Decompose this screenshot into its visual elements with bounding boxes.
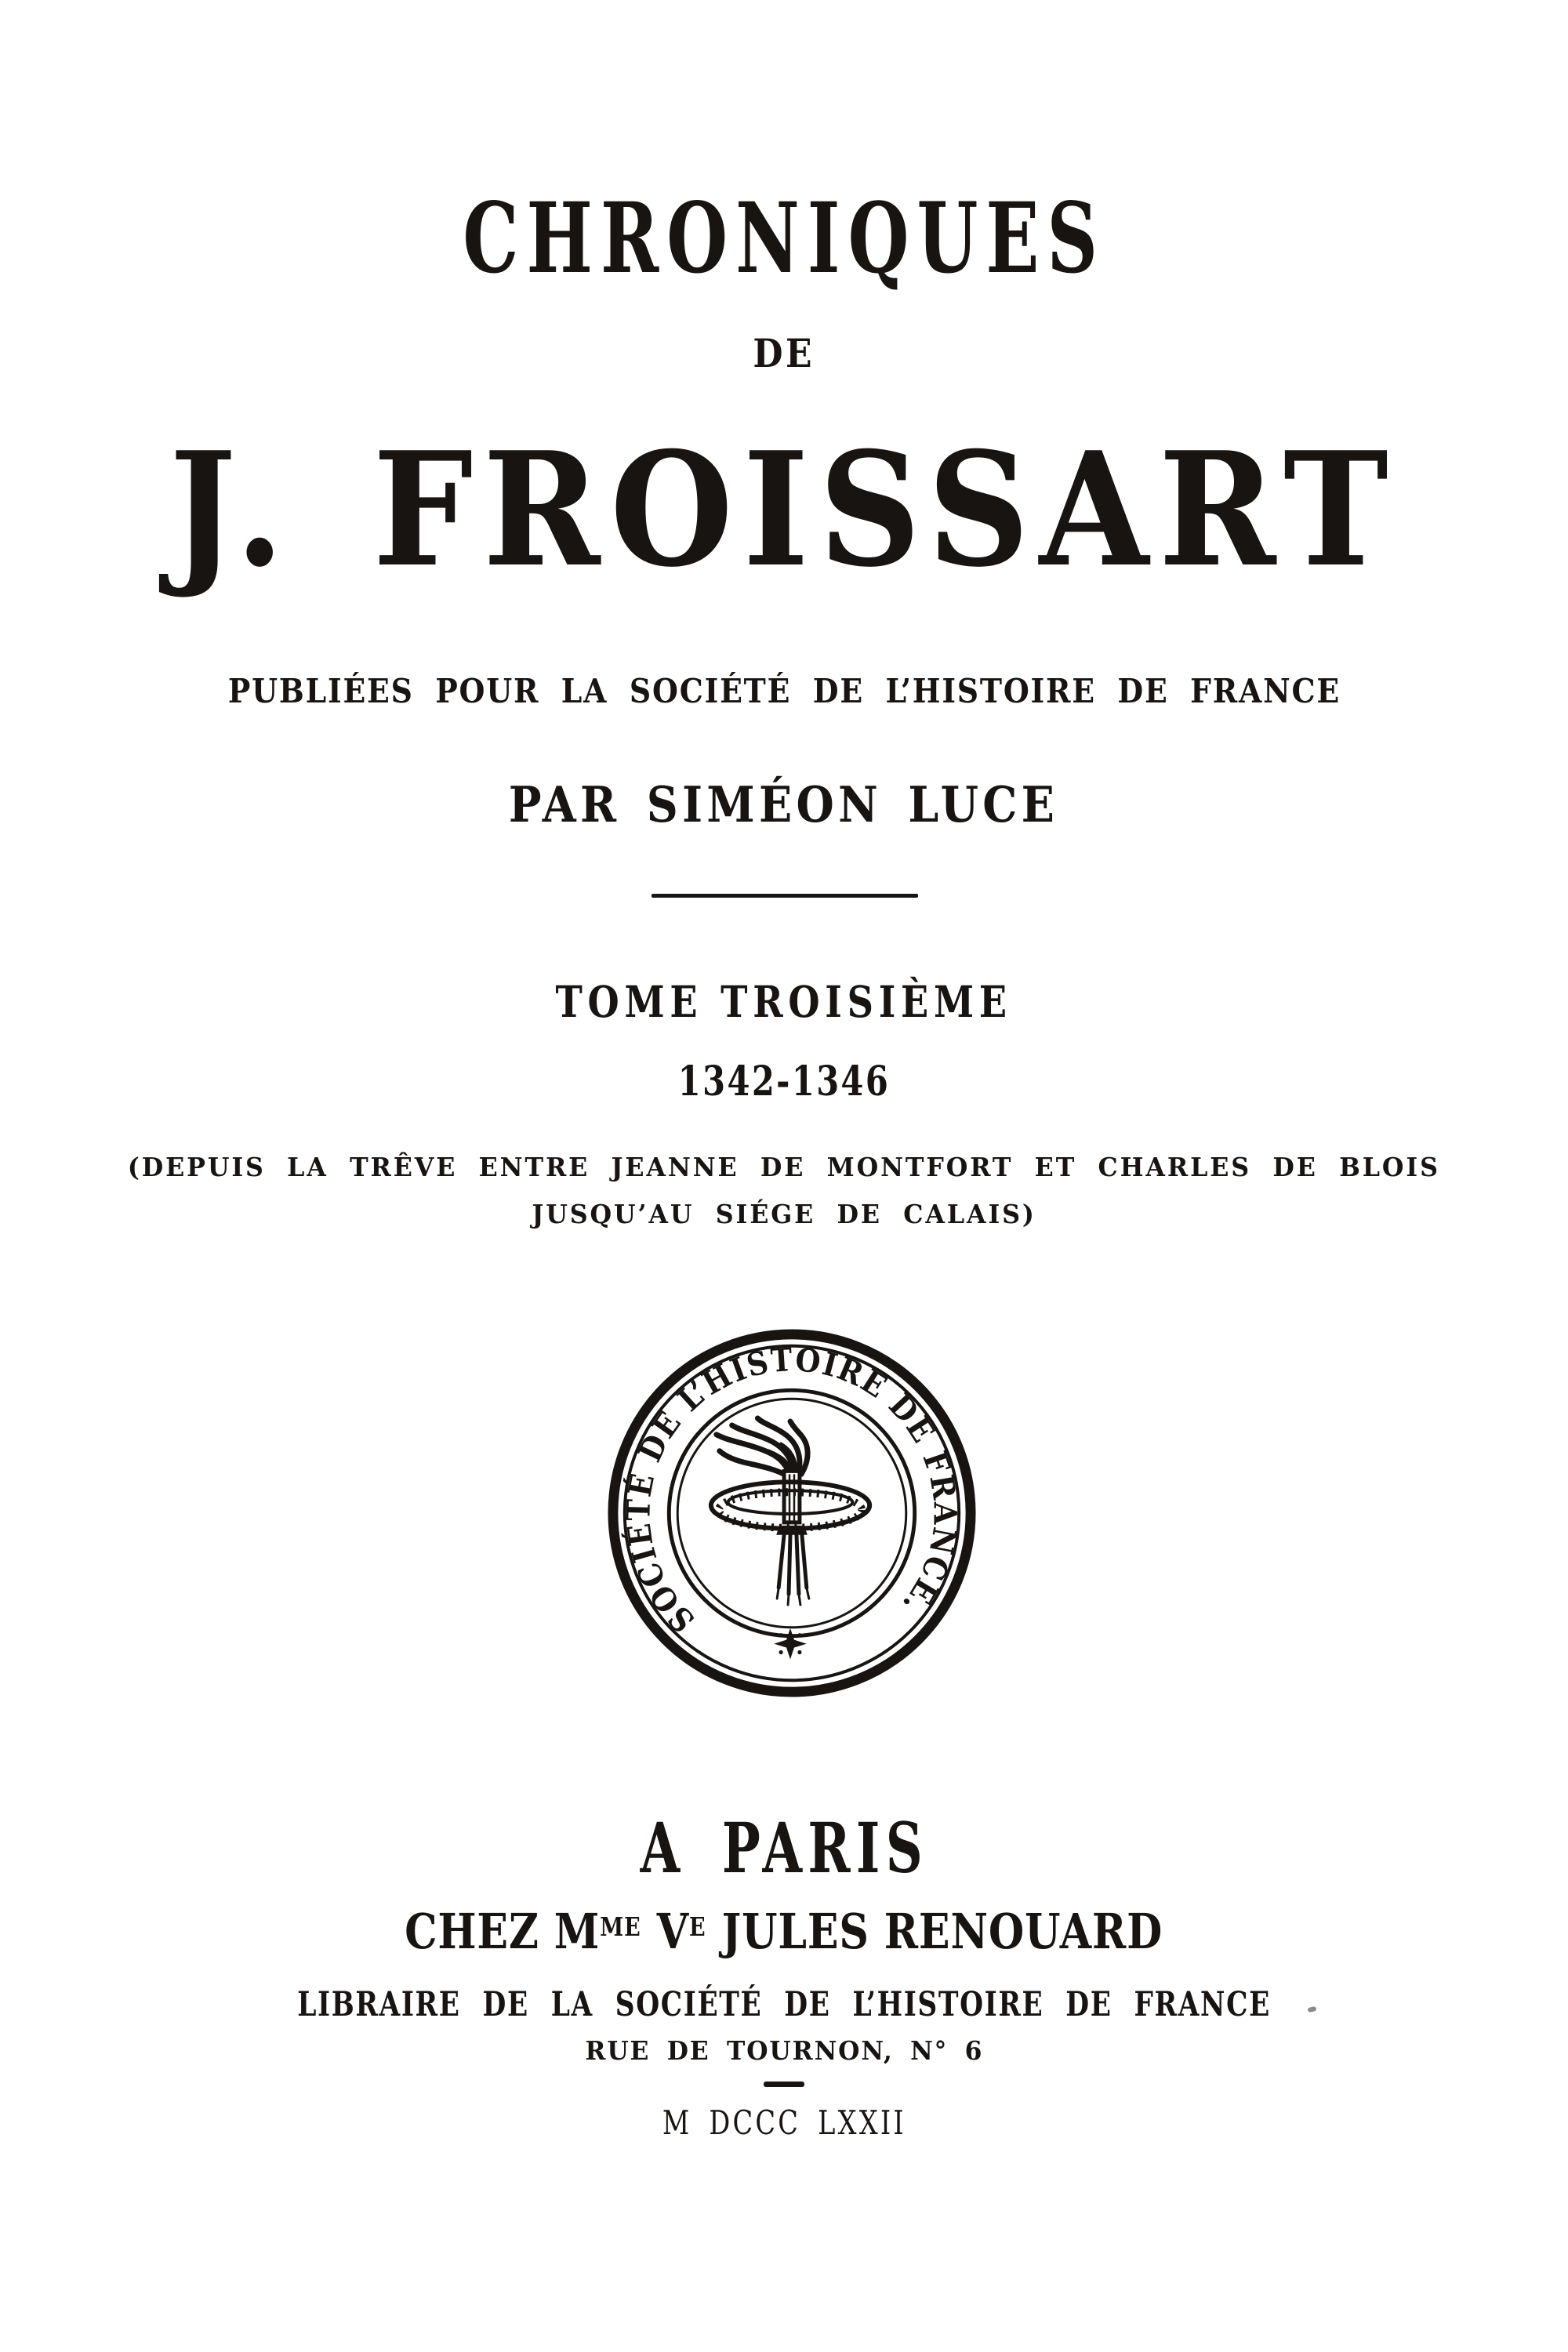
subtitle-line-1 (0, 1154, 1568, 1180)
torch-icon (711, 1418, 869, 1605)
society-line-text: PUBLIÉES POUR LA SOCIÉTÉ DE L’HISTOIRE DE FRANCE (227, 672, 1341, 710)
society-line (0, 672, 1568, 710)
subtitle-line-2 (0, 1201, 1568, 1227)
volume-years (0, 1058, 1568, 1105)
address-line-text: RUE DE TOURNON, N° 6 (585, 2035, 983, 2066)
society-seal-graphic (605, 1327, 978, 1700)
series-title (0, 182, 1568, 296)
year-line-text: M DCCC LXXII (662, 2103, 906, 2142)
publisher-superscript-me: ME (600, 1911, 641, 1942)
seal-ornament-icon (774, 1628, 807, 1660)
seal-ring-text: SOCIÉTÉ DE L’HISTOIRE DE FRANCE. (619, 1340, 964, 1640)
imprint-rule (764, 2082, 804, 2087)
title-connector (0, 330, 1568, 376)
title-connector-text: DE (753, 330, 815, 376)
separator-rule (652, 894, 918, 898)
publisher-superscript-e: E (689, 1911, 706, 1942)
bookseller-line-text: LIBRAIRE DE LA SOCIÉTÉ DE L’HISTOIRE DE FRANCE (297, 1985, 1271, 2024)
address-line (0, 2035, 1568, 2066)
subtitle-line-2-text: JUSQU’AU SIÉGE DE CALAIS) (532, 1199, 1036, 1229)
publisher-prefix: CHEZ M (405, 1903, 601, 1960)
torch-flame (717, 1418, 808, 1477)
volume-years-text: 1342-1346 (677, 1058, 891, 1105)
society-seal (605, 1327, 978, 1700)
series-title-text: CHRONIQUES (463, 182, 1105, 296)
publisher-name: JULES RENOUARD (722, 1903, 1163, 1960)
main-title (0, 418, 1568, 602)
volume-title-text: TOME TROISIÈME (555, 976, 1013, 1027)
year-line (0, 2103, 1568, 2142)
subtitle-line-1-text: (DEPUIS LA TRÊVE ENTRE JEANNE DE MONTFORT ET CHARLES DE BLOIS (127, 1152, 1440, 1182)
publisher-mid: V (657, 1903, 690, 1960)
torch-handle (776, 1526, 809, 1605)
volume-title (0, 976, 1568, 1027)
imprint-city (0, 1807, 1568, 1889)
editor-line-text: PAR SIMÉON LUCE (509, 775, 1059, 833)
publisher-line (0, 1903, 1568, 1960)
editor-line (0, 775, 1568, 833)
main-title-text: J. FROISSART (169, 418, 1399, 602)
bookseller-line (0, 1985, 1568, 2024)
imprint-city-text: A PARIS (640, 1807, 928, 1889)
